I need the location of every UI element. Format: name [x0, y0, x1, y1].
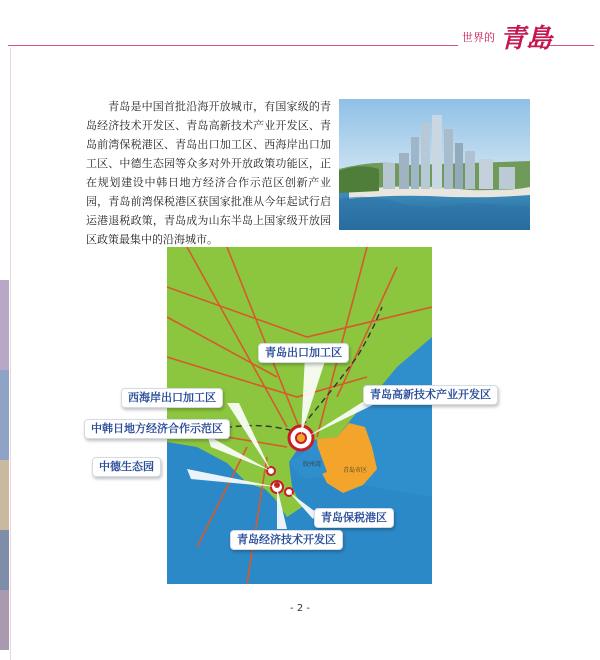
header-rule-left — [8, 45, 458, 46]
article-paragraph — [86, 97, 331, 249]
callout-bonded-port-zone: 青岛保税港区 — [314, 508, 394, 528]
header-rule-right — [548, 45, 594, 46]
page-number: - 2 - — [290, 603, 310, 614]
callout-west-coast-export-zone: 西海岸出口加工区 — [121, 388, 223, 408]
map-label-qingdao-city: 青岛市区 — [343, 467, 368, 474]
callout-sino-german-park: 中德生态园 — [92, 457, 161, 477]
header-city-logo: 青島 — [500, 24, 553, 54]
article-paragraph-text: 青岛是中国首批沿海开放城市，有国家级的青岛经济技术开发区、青岛高新技术产业开发区、青岛前湾保税港区、青岛出口加工区、西海岸出口加工区、中德生态园等众多对外开放政策功能区，正在规划建设中韩日地方经济合作示范区创新产业园，青岛前湾保税港区获国家批准从今年起试行启运港退税政策，青岛成为山东半岛上国家级开放园区政策最集中的沿海城市。 — [86, 100, 331, 246]
map-label-jiaozhou-bay: 胶州湾 — [303, 461, 322, 468]
left-margin-strip — [0, 280, 9, 650]
callout-high-tech-zone: 青岛高新技术产业开发区 — [363, 385, 498, 405]
header-tagline: 世界的 — [462, 31, 495, 44]
left-margin-rule — [10, 48, 11, 660]
callout-export-zone: 青岛出口加工区 — [258, 343, 349, 363]
qingdao-map — [91, 247, 491, 584]
city-skyline-photo — [339, 99, 530, 230]
callout-economic-dev-zone: 青岛经济技术开发区 — [230, 530, 343, 550]
callout-china-korea-japan-zone: 中韩日地方经济合作示范区 — [84, 419, 230, 439]
